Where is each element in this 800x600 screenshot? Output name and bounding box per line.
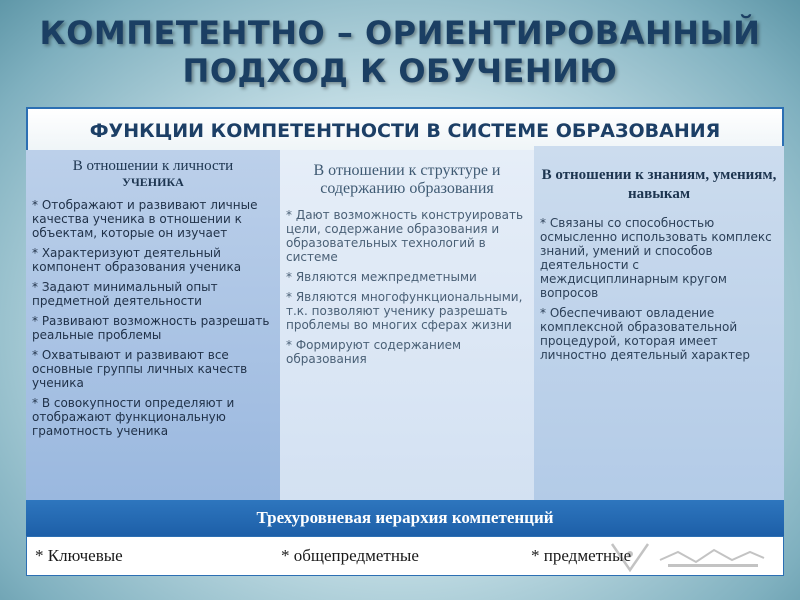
column-item-list — [26, 190, 280, 438]
column-heading — [534, 146, 784, 204]
list-item: * Связаны со способностью осмысленно использовать комплекс знаний, умений и способов деятельности с междисциплинарным кругом вопросов — [540, 216, 772, 300]
column-heading-text: В отношении к личности — [72, 158, 234, 174]
list-item: * Развивают возможность разрешать реальные проблемы — [32, 314, 270, 342]
column-personality — [26, 150, 280, 500]
list-item: * Охватывают и развивают все основные группы личных качеств ученика — [32, 348, 248, 390]
column-subheading-text: УЧЕНИКА — [122, 175, 184, 189]
hierarchy-title-bar — [26, 500, 784, 536]
column-item-list — [280, 198, 534, 366]
level-subject: * предметные — [531, 546, 632, 565]
list-item: * Формируют содержанием образования — [286, 338, 462, 366]
column-heading — [26, 150, 280, 190]
column-heading-text: В отношении к структуре и содержанию образования — [313, 162, 501, 197]
level-key: * Ключевые — [35, 546, 123, 565]
functions-header-text: ФУНКЦИИ КОМПЕТЕНТНОСТИ В СИСТЕМЕ ОБРАЗОВАНИЯ — [89, 120, 721, 142]
slide-title — [0, 14, 800, 90]
list-item: * В совокупности определяют и отображают функциональную грамотность ученика — [32, 396, 235, 438]
column-heading-text: В отношении к знаниям, умениям, навыкам — [541, 167, 777, 202]
column-heading — [280, 150, 534, 198]
hierarchy-title: Трехуровневая иерархия компетенций — [256, 508, 554, 527]
column-knowledge — [534, 146, 784, 500]
level-general-subject: * общепредметные — [281, 546, 419, 565]
slide-title-line-2: ПОДХОД К ОБУЧЕНИЮ — [182, 52, 618, 90]
slide-title-line-1: КОМПЕТЕНТНО – ОРИЕНТИРОВАННЫЙ — [39, 14, 761, 52]
list-item: * Отображают и развивают личные качества ученика в отношении к объектам, которые он изучает — [32, 198, 258, 240]
list-item: * Являются межпредметными — [286, 270, 477, 284]
list-item: * Обеспечивают овладение комплексной образовательной процедурой, которая имеет личностно деятельный характер — [540, 306, 750, 362]
watermark-logo-icon — [608, 540, 768, 574]
list-item: * Являются многофункциональными, т.к. позволяют ученику разрешать проблемы во многих сферах жизни — [286, 290, 523, 332]
list-item: * Дают возможность конструировать цели, содержание образования и образовательных технологий в системе — [286, 208, 524, 264]
column-item-list — [534, 204, 784, 362]
list-item: * Задают минимальный опыт предметной деятельности — [32, 280, 218, 308]
list-item: * Характеризуют деятельный компонент образования ученика — [32, 246, 242, 274]
column-structure — [280, 150, 534, 500]
